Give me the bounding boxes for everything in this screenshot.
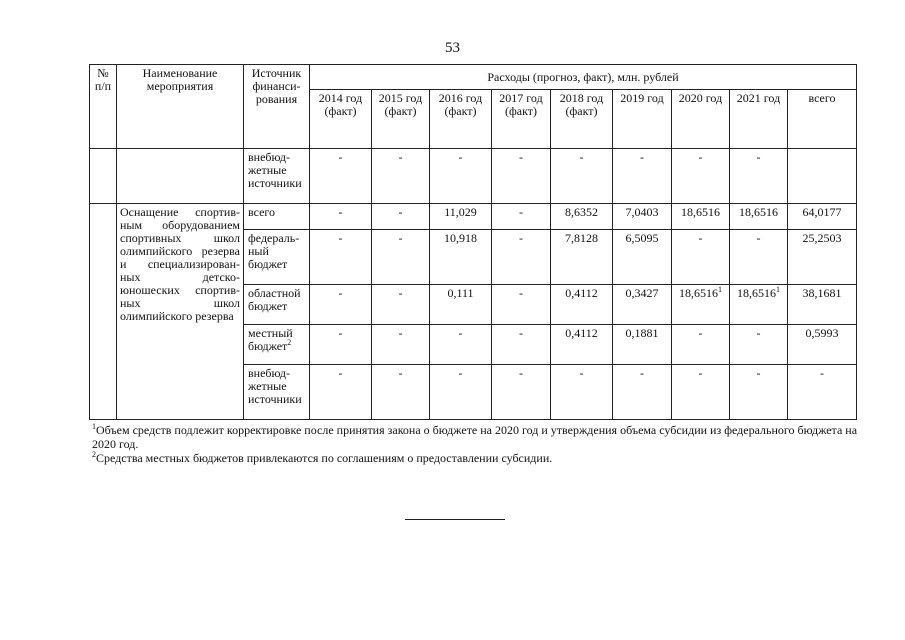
value-cell: -: [310, 285, 372, 325]
value-cell: -: [672, 230, 730, 285]
year-header: 2015 год (факт): [372, 90, 430, 149]
value-cell: -: [372, 285, 430, 325]
footnote: [92, 451, 862, 465]
year-header: 2016 год (факт): [430, 90, 492, 149]
value-cell: -: [492, 285, 551, 325]
value-cell: -: [492, 204, 551, 230]
value-cell: -: [672, 365, 730, 420]
value-cell: 0,4112: [551, 285, 613, 325]
value-cell: -: [310, 325, 372, 365]
value-cell: -: [730, 230, 788, 285]
value-cell: 8,6352: [551, 204, 613, 230]
value-cell: 11,029: [430, 204, 492, 230]
footnote-mark: 2: [92, 450, 96, 459]
funding-source: федераль-ный бюджет: [244, 230, 310, 285]
value-cell: 7,0403: [613, 204, 672, 230]
value-cell: 18,6516: [730, 204, 788, 230]
value-cell: 18,6516$^1$: [672, 285, 730, 325]
header-number: № п/п: [90, 65, 117, 149]
funding-source: всего: [244, 204, 310, 230]
page-number: 53: [445, 40, 460, 56]
value-cell: -: [310, 365, 372, 420]
value-cell: -: [492, 365, 551, 420]
value-cell: -: [788, 365, 857, 420]
year-header: 2020 год: [672, 90, 730, 149]
value-cell: -: [372, 230, 430, 285]
value-cell: -: [492, 230, 551, 285]
footnote-text: Объем средств подлежит корректировке после принятия закона о бюджете на 2020 год и утверждения объема субсидии из федерального бюджета на 2020 год.: [92, 423, 858, 451]
value-cell: 0,1881: [613, 325, 672, 365]
footnote-mark: 1: [718, 285, 722, 294]
value-cell: 18,6516$^1$: [730, 285, 788, 325]
value-cell: 6,5095: [613, 230, 672, 285]
footnote-mark: 2: [287, 338, 292, 347]
value-cell: 0,4112: [551, 325, 613, 365]
value-cell: 18,6516: [672, 204, 730, 230]
header-measure-name: Наименование мероприятия: [117, 65, 244, 149]
header-expenses: Расходы (прогноз, факт), млн. рублей: [310, 65, 857, 90]
value-cell: -: [430, 325, 492, 365]
value-cell: -: [310, 149, 372, 204]
funding-source: областной бюджет: [244, 285, 310, 325]
year-header: 2019 год: [613, 90, 672, 149]
measure-name: Оснащение спортив-ным оборудованием спортивных школ олимпийского резерва и специализирован-ных детско-юношеских спортив-ных школ олимпийского резерва: [117, 204, 244, 420]
budget-table: [89, 64, 857, 420]
table-row: [90, 149, 857, 204]
total-header: всего: [788, 90, 857, 149]
year-header: 2018 год (факт): [551, 90, 613, 149]
funding-source: внебюд-жетные источники: [244, 365, 310, 420]
footnote-text: Средства местных бюджетов привлекаются по соглашениям о предоставлении субсидии.: [96, 451, 553, 465]
header-funding-source: Источник финанси-рования: [244, 65, 310, 149]
year-header: 2021 год: [730, 90, 788, 149]
value-cell: -: [613, 149, 672, 204]
value-cell: -: [551, 365, 613, 420]
value-cell: 25,2503: [788, 230, 857, 285]
value-cell: [788, 149, 857, 204]
value-cell: -: [551, 149, 613, 204]
value-cell: -: [310, 230, 372, 285]
value-cell: -: [372, 149, 430, 204]
value-cell: 0,111: [430, 285, 492, 325]
value-cell: 0,3427: [613, 285, 672, 325]
funding-source: местный бюджет$^2$: [244, 325, 310, 365]
value-cell: 38,1681: [788, 285, 857, 325]
value-cell: -: [492, 325, 551, 365]
header-row-1: [90, 65, 857, 90]
value-cell: -: [430, 149, 492, 204]
value-cell: 0,5993: [788, 325, 857, 365]
funding-source: внебюд-жетные источники: [244, 149, 310, 204]
year-header: 2017 год (факт): [492, 90, 551, 149]
value-cell: -: [310, 204, 372, 230]
value-cell: -: [372, 204, 430, 230]
value-cell: -: [730, 365, 788, 420]
value-cell: -: [730, 149, 788, 204]
footnotes: [92, 423, 862, 465]
value-cell: 64,0177: [788, 204, 857, 230]
table-row: [90, 204, 857, 230]
value-cell: -: [430, 365, 492, 420]
value-cell: -: [672, 149, 730, 204]
value-cell: -: [730, 325, 788, 365]
footnote: [92, 423, 862, 451]
value-cell: -: [672, 325, 730, 365]
value-cell: -: [372, 325, 430, 365]
value-cell: -: [372, 365, 430, 420]
footnote-mark: 1: [776, 285, 780, 294]
value-cell: 7,8128: [551, 230, 613, 285]
value-cell: -: [613, 365, 672, 420]
footnote-mark: 1: [92, 422, 96, 431]
value-cell: -: [492, 149, 551, 204]
year-header: 2014 год (факт): [310, 90, 372, 149]
end-divider: [405, 519, 505, 520]
value-cell: 10,918: [430, 230, 492, 285]
